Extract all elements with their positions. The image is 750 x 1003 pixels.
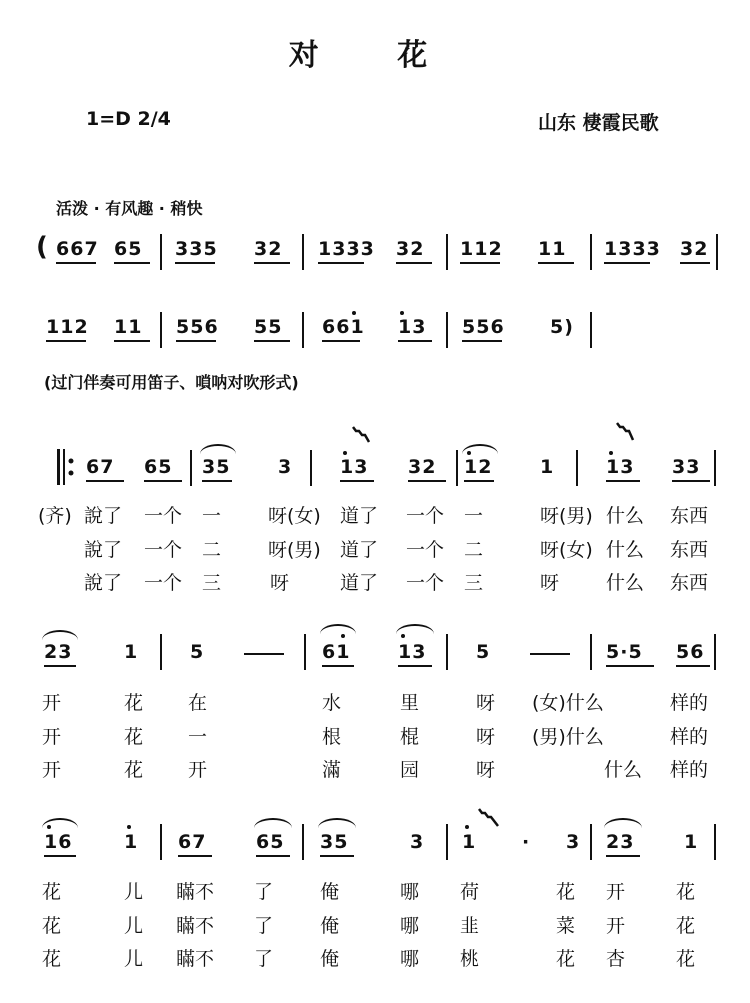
lyric-word: 呀 (476, 726, 496, 748)
notation-group: 13 (398, 316, 427, 338)
notation-group: 16 (44, 831, 73, 853)
underline (606, 855, 640, 857)
lyric-word: 开 (606, 881, 626, 903)
notation-group: 35 (320, 831, 349, 853)
lyric-word: 一 (188, 726, 208, 748)
barline (160, 824, 162, 860)
lyric-word: 菜 (556, 915, 576, 937)
lyric-word: 开 (188, 759, 208, 781)
lyric-word: 花 (676, 915, 696, 937)
song-source: 山东 棲霞民歌 (538, 112, 659, 134)
lyric-word: 呀 (476, 759, 496, 781)
notation-group: 661 (322, 316, 365, 338)
barline (160, 234, 162, 270)
barline (714, 450, 716, 486)
lyric-word: 一个 (144, 539, 183, 561)
barline (590, 234, 592, 270)
lyric-word: 滿 (322, 759, 342, 781)
underline (202, 480, 232, 482)
lyric-word: 瞞不 (176, 948, 215, 970)
slur (396, 624, 434, 634)
barline (304, 634, 306, 670)
lyric-word: 一 (202, 505, 222, 527)
notation-group: 335 (175, 238, 218, 260)
notation-group: 5 (190, 641, 205, 663)
lyric-word: 东西 (670, 505, 709, 527)
barline (590, 824, 592, 860)
underline (322, 340, 360, 342)
lyric-word: 样的 (670, 692, 709, 714)
lyric-word: 样的 (670, 759, 709, 781)
key-signature: 1=D 2/4 (86, 108, 171, 130)
notation-group: 556 (462, 316, 505, 338)
underline (398, 340, 432, 342)
lyric-word: 一个 (144, 572, 183, 594)
notation-group: 35 (202, 456, 231, 478)
notation-group: 32 (396, 238, 425, 260)
high-octave-dot (401, 634, 405, 638)
lyric-word: 哪 (400, 881, 420, 903)
lyric-word: 俺 (320, 881, 340, 903)
lyric-word: 什么 (606, 572, 645, 594)
lyric-word: 呀(男) (540, 505, 593, 527)
underline (114, 262, 150, 264)
barline (456, 450, 458, 486)
lyric-word: 說了 (84, 505, 123, 527)
lyric-word: 什么 (606, 539, 645, 561)
underline (320, 855, 354, 857)
lyric-word: 呀 (270, 572, 290, 594)
underline (340, 480, 374, 482)
lyric-word: 样的 (670, 726, 709, 748)
barline (302, 234, 304, 270)
lyric-word: 儿 (124, 915, 144, 937)
barline (446, 312, 448, 348)
notation-group: 67 (86, 456, 115, 478)
slur (254, 818, 292, 828)
underline (176, 340, 216, 342)
underline (606, 665, 654, 667)
notation-group: 1333 (604, 238, 661, 260)
underline (56, 262, 96, 264)
notation-group: 5 (476, 641, 491, 663)
high-octave-dot (127, 825, 131, 829)
barline (302, 824, 304, 860)
underline (680, 262, 710, 264)
lyric-word: 了 (254, 881, 274, 903)
underline (256, 855, 290, 857)
slur (200, 444, 236, 454)
notation-group: 23 (44, 641, 73, 663)
lyric-word: 花 (556, 881, 576, 903)
glissando-mark (614, 420, 636, 444)
lyric-word: (女)什么 (532, 692, 604, 714)
glissando-mark (476, 806, 502, 830)
slur (42, 630, 78, 640)
underline (672, 480, 710, 482)
notation-group: 11 (538, 238, 567, 260)
lyric-word: 东西 (670, 539, 709, 561)
lyric-word: 說了 (84, 572, 123, 594)
notation-group: 667 (56, 238, 99, 260)
lyric-word: 什么 (606, 505, 645, 527)
notation-group: 32 (254, 238, 283, 260)
notation-group: 65 (144, 456, 173, 478)
lyric-word: 什么 (604, 759, 643, 781)
lyric-word: 一个 (406, 505, 445, 527)
lyric-word: 道了 (340, 539, 379, 561)
notation-group: 13 (340, 456, 369, 478)
high-octave-dot (47, 825, 51, 829)
underline (322, 665, 354, 667)
lyric-word: 开 (42, 692, 62, 714)
notation-group: 5·5 (606, 641, 643, 663)
notation-group: 32 (680, 238, 709, 260)
notation-group: 11 (114, 316, 143, 338)
lyric-word: 一 (464, 505, 484, 527)
notation-group: 1 (540, 456, 555, 478)
lyric-word: 荷 (460, 881, 480, 903)
barline (446, 824, 448, 860)
underline (46, 340, 86, 342)
lyric-word: 二 (202, 539, 222, 561)
lyric-word: 花 (676, 948, 696, 970)
high-octave-dot (343, 451, 347, 455)
underline (408, 480, 446, 482)
underline (318, 262, 364, 264)
notation-group: 65 (114, 238, 143, 260)
lyric-word: 說了 (84, 539, 123, 561)
lyric-word: 开 (606, 915, 626, 937)
underline (538, 262, 574, 264)
lyric-word: 三 (202, 572, 222, 594)
repeat-start-sign (56, 448, 78, 486)
notation-group: 13 (398, 641, 427, 663)
notation-group: 32 (408, 456, 437, 478)
notation-group: 3 (278, 456, 293, 478)
lyric-word: 花 (124, 759, 144, 781)
lyric-word: 花 (42, 948, 62, 970)
notation-group: 112 (46, 316, 89, 338)
notation-group: 1 (684, 831, 699, 853)
notation-group: · (522, 831, 531, 853)
lyric-word: 在 (188, 692, 208, 714)
barline (714, 634, 716, 670)
notation-group: 556 (176, 316, 219, 338)
underline (114, 340, 150, 342)
lyric-word: 里 (400, 692, 420, 714)
barline (302, 312, 304, 348)
underline (44, 665, 76, 667)
lyric-word: 杏 (606, 948, 626, 970)
lyric-word: (男)什么 (532, 726, 604, 748)
underline (44, 855, 76, 857)
lyric-word: 韭 (460, 915, 480, 937)
song-title: 对 花 (288, 38, 462, 73)
lyric-word: 东西 (670, 572, 709, 594)
performance-note: (过门伴奏可用笛子、嗩呐对吹形式) (44, 373, 299, 392)
notation-group: 61 (322, 641, 351, 663)
barline (446, 234, 448, 270)
lyric-word: 一个 (144, 505, 183, 527)
underline (254, 262, 290, 264)
notation-group: 65 (256, 831, 285, 853)
lyric-word: (齐) (38, 505, 72, 527)
underline (462, 340, 502, 342)
high-octave-dot (352, 311, 356, 315)
slur (318, 818, 356, 828)
barline (590, 312, 592, 348)
barline (160, 312, 162, 348)
lyric-word: 一个 (406, 572, 445, 594)
lyric-word: 园 (400, 759, 420, 781)
lyric-word: 花 (42, 881, 62, 903)
notation-group: 12 (464, 456, 493, 478)
lyric-word: 了 (254, 915, 274, 937)
lyric-word: 儿 (124, 881, 144, 903)
high-octave-dot (341, 634, 345, 638)
barline (310, 450, 312, 486)
barline (190, 450, 192, 486)
underline (175, 262, 215, 264)
hold-dash (244, 653, 284, 655)
lyric-word: 水 (322, 692, 342, 714)
high-octave-dot (467, 451, 471, 455)
slur (320, 624, 356, 634)
lyric-word: 花 (124, 726, 144, 748)
slur (604, 818, 642, 828)
lyric-word: 道了 (340, 505, 379, 527)
notation-group: 33 (672, 456, 701, 478)
notation-group: 1 (124, 831, 139, 853)
notation-group: 13 (606, 456, 635, 478)
notation-group: 3 (566, 831, 581, 853)
underline (460, 262, 500, 264)
underline (398, 665, 432, 667)
underline (676, 665, 710, 667)
underline (144, 480, 182, 482)
lyric-word: 呀 (540, 572, 560, 594)
lyric-word: 呀(男) (268, 539, 321, 561)
underline (396, 262, 432, 264)
lyric-word: 花 (556, 948, 576, 970)
underline (86, 480, 124, 482)
notation-group: 56 (676, 641, 705, 663)
lyric-word: 花 (124, 692, 144, 714)
tempo-marking: 活泼 · 有风趣 · 稍快 (56, 199, 203, 218)
lyric-word: 俺 (320, 948, 340, 970)
lyric-word: 根 (322, 726, 342, 748)
high-octave-dot (609, 451, 613, 455)
glissando-mark (350, 424, 372, 446)
lyric-word: 瞞不 (176, 881, 215, 903)
lyric-word: 一个 (406, 539, 445, 561)
barline (160, 634, 162, 670)
notation-group: 5) (550, 316, 574, 338)
lyric-word: 瞞不 (176, 915, 215, 937)
notation-group: 23 (606, 831, 635, 853)
lyric-word: 呀(女) (540, 539, 593, 561)
high-octave-dot (400, 311, 404, 315)
lyric-word: 道了 (340, 572, 379, 594)
notation-group: 67 (178, 831, 207, 853)
lyric-word: 桃 (460, 948, 480, 970)
lyric-word: 二 (464, 539, 484, 561)
lyric-word: 花 (42, 915, 62, 937)
lyric-word: 花 (676, 881, 696, 903)
lyric-word: 呀(女) (268, 505, 321, 527)
notation-group: 1 (462, 831, 477, 853)
lyric-word: 棍 (400, 726, 420, 748)
notation-group: 3 (410, 831, 425, 853)
lyric-word: 三 (464, 572, 484, 594)
lyric-word: 呀 (476, 692, 496, 714)
high-octave-dot (465, 825, 469, 829)
lyric-word: 哪 (400, 915, 420, 937)
notation-group: 1 (124, 641, 139, 663)
notation-group: 112 (460, 238, 503, 260)
barline (576, 450, 578, 486)
underline (606, 480, 640, 482)
barline (446, 634, 448, 670)
lyric-word: 儿 (124, 948, 144, 970)
underline (254, 340, 290, 342)
lyric-word: 了 (254, 948, 274, 970)
underline (604, 262, 650, 264)
underline (178, 855, 212, 857)
barline (590, 634, 592, 670)
notation-group: 1333 (318, 238, 375, 260)
lyric-word: 开 (42, 759, 62, 781)
underline (464, 480, 494, 482)
hold-dash (530, 653, 570, 655)
barline (714, 824, 716, 860)
lyric-word: 俺 (320, 915, 340, 937)
barline (716, 234, 718, 270)
notation-group: 55 (254, 316, 283, 338)
open-paren: ( (36, 232, 48, 262)
lyric-word: 哪 (400, 948, 420, 970)
lyric-word: 开 (42, 726, 62, 748)
